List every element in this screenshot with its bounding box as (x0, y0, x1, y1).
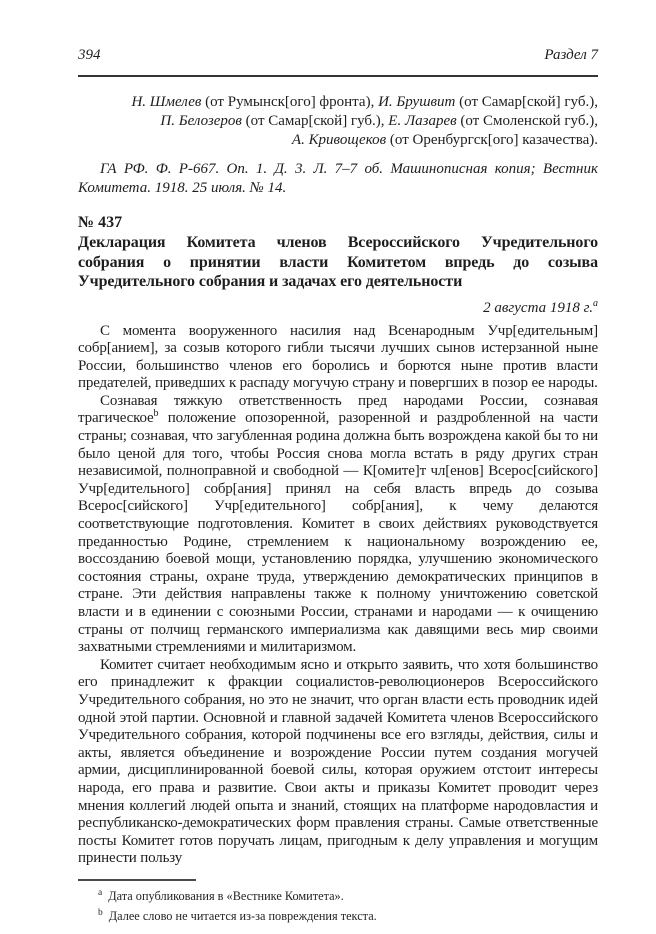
document-number: № 437 (78, 214, 123, 231)
archival-reference: ГА РФ. Ф. Р-667. Оп. 1. Д. 3. Л. 7–7 об. Машинописная копия; Вестник Комитета. 1918. 25 июля. № 14. (78, 161, 598, 196)
footnote-text: Далее слово не читается из-за повреждения текста. (108, 909, 377, 924)
footnote-marker: b (98, 908, 103, 919)
footnote-ref-a: a (593, 297, 598, 309)
footnote (78, 886, 598, 907)
signature-line (78, 131, 598, 150)
section-title: Раздел 7 (544, 47, 598, 63)
document-body (78, 323, 598, 868)
body-paragraph-1: С момента вооруженного насилия над Всенародным Учр[едительным] собр[анием], за созыв которого гибли тысячи лучших сынов истерзанной ныне России, большинство членов его боролись и борются ныне против власти предателей, приведших к распаду могучую страну и повергших в позор ее народы. (78, 322, 598, 392)
paragraph-text: положение опозоренной, разоренной и раздробленной на части страны; сознавая, что загубленная родина должна быть возрождена какой бы то ни было ценой для того, чтобы Россия снова могла встать в ряду других стран независимой, полноправной и свободной — К[омите]т чл[енов] Всерос[сийского] Учр[едительного] собр[ания] принял на себя власть впредь до созыва Всерос[сийского] Учр[едительного] собр[ания], к чему делаются соответствующие подготовления. Комитет в своих действиях руководствуется преданностью Родине, стремлением к национальному возрождению ее, воссозданию боевой мощи, установлению порядка, улучшению экономического состояния страны, охране труда, утверждению демократических принципов в стране. Эти действия направлены также к полному уничтожению советской власти и в единении с союзными России, странами и народами — к очищению страны от полчищ германского империализма как давящими весь мир своими захватными стремлениями и милитаризмом. (78, 410, 598, 656)
signatory-origin: (от Румынск[ого] фронта), (201, 94, 379, 110)
footnote-ref-b: b (153, 408, 159, 420)
signatory-name: А. Кривощеков (291, 132, 387, 148)
signatory-origin: (от Оренбургск[ого] казачества). (386, 132, 598, 148)
footnote-marker: a (98, 887, 103, 898)
paragraph-text: Сознавая тяжкую ответственность пред народами России, сознавая трагическое (78, 392, 598, 427)
signatory-origin: (от Смоленской губ.), (456, 113, 598, 129)
signature-block (78, 93, 598, 150)
signature-line (78, 112, 598, 131)
signatory-name: Н. Шмелев (131, 94, 202, 110)
document-title: Декларация Комитета членов Всероссийского Учредительного собрания о принятии власти Комитетом впредь до созыва Учредительного собрания и задачах его деятельности (78, 234, 598, 290)
signature-line (78, 93, 598, 112)
body-paragraph-3: Комитет считает необходимым ясно и открыто заявить, что хотя большинство его принадлежит к фракции социалистов-революционеров Всероссийского Учредительного собрания, но это не значит, что орган власти есть проводник идей одной этой партии. Основной и главной задачей Комитета членов Всероссийского Учредительного собрания, которой подчинены все его взгляды, действия, силы и акты, является объединение и возрождение России путем создания могучей армии, дисциплинированной боевой силы, которая оружием отстоит интересы народа, его права и развитие. Свои акты и приказы Комитет проводит через мнения коллегий людей опыта и знаний, стоящих на платформе народовластия и республиканско-демократических форм правления страны. Самые ответственные посты Комитет готов поручать лицам, пригодным к делу управления и могущим принести пользу (78, 656, 598, 867)
footnote-rule (78, 879, 196, 881)
signatory-origin: (от Самар[ской] губ.), (241, 113, 389, 129)
document-date (78, 299, 598, 317)
signatory-name: П. Белозеров (160, 113, 242, 129)
footnote (78, 906, 598, 927)
body-paragraph-2 (78, 393, 598, 657)
running-header (78, 47, 598, 77)
signatory-name: Е. Лазарев (388, 113, 457, 129)
footnotes-section (78, 879, 598, 927)
page-number: 394 (78, 47, 101, 63)
date-text: 2 августа 1918 г. (483, 299, 593, 316)
signatory-origin: (от Самар[ской] губ.), (455, 94, 598, 110)
signatory-name: И. Брушвит (378, 94, 456, 110)
footnote-text: Дата опубликования в «Вестнике Комитета». (108, 888, 344, 903)
